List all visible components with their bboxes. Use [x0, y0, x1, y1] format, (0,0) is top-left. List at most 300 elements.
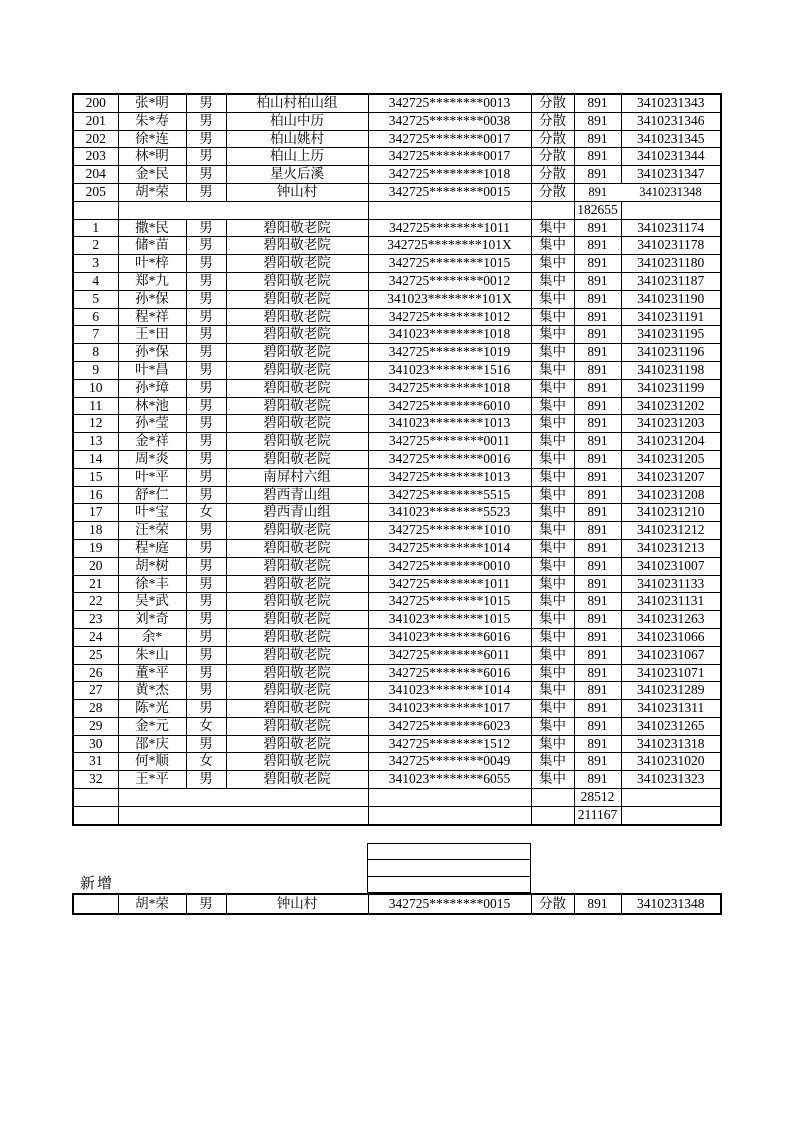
cell-name: 孙*保	[118, 344, 186, 362]
cell-id: 342725********0010	[368, 557, 531, 575]
cell-type: 集中	[531, 308, 574, 326]
cell-gender: 男	[186, 290, 226, 308]
cell-id: 341023********5523	[368, 504, 531, 522]
cell-type: 集中	[531, 290, 574, 308]
cell-index: 5	[73, 290, 118, 308]
table-row	[73, 255, 721, 273]
cell-gender: 男	[186, 682, 226, 700]
cell-type: 集中	[531, 379, 574, 397]
cell-address: 碧阳敬老院	[226, 575, 368, 593]
cell-amount: 891	[574, 522, 621, 540]
cell-name: 邵*庆	[118, 735, 186, 753]
table-row	[73, 593, 721, 611]
cell-gender: 男	[186, 415, 226, 433]
cell-type: 集中	[531, 611, 574, 629]
cell-gender: 男	[186, 166, 226, 184]
cell-id: 342725********6011	[368, 646, 531, 664]
table-row	[73, 611, 721, 629]
cell-address: 碧阳敬老院	[226, 255, 368, 273]
cell-account: 3410231071	[621, 664, 721, 682]
cell-address: 碧阳敬老院	[226, 450, 368, 468]
table-row	[73, 94, 721, 112]
cell-gender: 男	[186, 361, 226, 379]
cell-name: 舒*仁	[118, 486, 186, 504]
cell-address: 碧西青山组	[226, 504, 368, 522]
cell-gender: 男	[186, 771, 226, 789]
table-row	[73, 468, 721, 486]
cell-id: 342725********6010	[368, 397, 531, 415]
cell-account: 3410231131	[621, 593, 721, 611]
cell-amount: 891	[574, 717, 621, 735]
cell-type: 分散	[531, 183, 574, 201]
cell-name: 胡*荣	[118, 183, 186, 201]
cell-amount: 891	[574, 415, 621, 433]
cell-index: 18	[73, 522, 118, 540]
cell-merged-empty	[118, 806, 368, 824]
cell-index: 26	[73, 664, 118, 682]
cell-gender: 男	[186, 112, 226, 130]
cell-gender: 男	[186, 700, 226, 718]
cell-gender: 男	[186, 664, 226, 682]
appendix-row	[73, 894, 721, 914]
cell-gender: 男	[186, 237, 226, 255]
cell-id: 341023********6055	[368, 771, 531, 789]
cell-name: 刘*奇	[118, 611, 186, 629]
cell-id: 342725********1015	[368, 255, 531, 273]
table-row	[73, 575, 721, 593]
cell-type: 集中	[531, 433, 574, 451]
cell-address: 柏山村柏山组	[226, 94, 368, 112]
cell-gender: 男	[186, 94, 226, 112]
cell-type: 集中	[531, 486, 574, 504]
table-row	[73, 450, 721, 468]
cell-amount: 891	[574, 682, 621, 700]
scattered-subtotal-value: 182655	[574, 201, 621, 219]
table-row	[73, 361, 721, 379]
table-row	[73, 290, 721, 308]
cell-type: 集中	[531, 255, 574, 273]
cell-amount: 891	[574, 219, 621, 237]
cell-amount: 891	[574, 486, 621, 504]
centralized-subtotal-value: 28512	[574, 789, 621, 807]
cell-index: 11	[73, 397, 118, 415]
grand-total-value: 211167	[574, 806, 621, 824]
cell-amount: 891	[574, 255, 621, 273]
cell-account: 3410231323	[621, 771, 721, 789]
cell-account: 3410231191	[621, 308, 721, 326]
cell-account: 3410231208	[621, 486, 721, 504]
cell-address: 碧阳敬老院	[226, 290, 368, 308]
table-row	[73, 272, 721, 290]
cell-id: 342725********1014	[368, 539, 531, 557]
cell-account: 3410231347	[621, 166, 721, 184]
cell-index: 12	[73, 415, 118, 433]
cell-name: 胡*树	[118, 557, 186, 575]
cell-name: 朱*山	[118, 646, 186, 664]
cell-address: 碧阳敬老院	[226, 628, 368, 646]
cell-index: 4	[73, 272, 118, 290]
cell-amount: 891	[574, 237, 621, 255]
cell-type: 集中	[531, 397, 574, 415]
cell-type-empty	[531, 806, 574, 824]
cell-amount: 891	[574, 664, 621, 682]
cell-index-empty	[73, 806, 118, 824]
table-row	[73, 130, 721, 148]
cell-gender: 男	[186, 628, 226, 646]
cell-name: 黄*杰	[118, 682, 186, 700]
cell-type: 分散	[531, 112, 574, 130]
cell-type: 集中	[531, 522, 574, 540]
cell-gender: 男	[186, 646, 226, 664]
cell-account-empty	[621, 806, 721, 824]
cell-index: 32	[73, 771, 118, 789]
cell-id: 342725********5515	[368, 486, 531, 504]
cell-id: 342725********1018	[368, 166, 531, 184]
cell-name: 孙*璋	[118, 379, 186, 397]
cell-index: 29	[73, 717, 118, 735]
cell-address: 碧阳敬老院	[226, 237, 368, 255]
cell-name: 吴*武	[118, 593, 186, 611]
cell-index: 203	[73, 148, 118, 166]
cell-id: 341023********1017	[368, 700, 531, 718]
cell-index: 204	[73, 166, 118, 184]
cell-index: 6	[73, 308, 118, 326]
cell-index: 22	[73, 593, 118, 611]
cell-account: 3410231198	[621, 361, 721, 379]
cell-account: 3410231348	[621, 183, 721, 201]
cell-id: 341023********1018	[368, 326, 531, 344]
table-row	[73, 183, 721, 201]
cell-gender: 男	[186, 183, 226, 201]
cell-amount: 891	[574, 166, 621, 184]
cell-amount: 891	[574, 611, 621, 629]
cell-name: 程*祥	[118, 308, 186, 326]
cell-name: 徐*丰	[118, 575, 186, 593]
empty-cell	[368, 877, 530, 893]
cell-account: 3410231180	[621, 255, 721, 273]
cell-account: 3410231202	[621, 397, 721, 415]
scattered-subtotal-row	[73, 201, 721, 219]
cell-id: 342725********1011	[368, 575, 531, 593]
cell-type: 集中	[531, 753, 574, 771]
cell-id: 341023********101X	[368, 290, 531, 308]
table-row	[73, 397, 721, 415]
table-row	[73, 379, 721, 397]
cell-account: 3410231210	[621, 504, 721, 522]
cell-amount: 891	[574, 272, 621, 290]
cell-type: 集中	[531, 468, 574, 486]
empty-cell	[368, 844, 530, 860]
cell-name: 撒*民	[118, 219, 186, 237]
cell-index: 24	[73, 628, 118, 646]
cell-amount: 891	[574, 700, 621, 718]
cell-id-empty	[368, 201, 531, 219]
cell-account: 3410231212	[621, 522, 721, 540]
cell-type: 集中	[531, 717, 574, 735]
cell-gender: 男	[186, 894, 226, 914]
cell-type: 集中	[531, 646, 574, 664]
cell-gender: 男	[186, 539, 226, 557]
cell-index: 200	[73, 94, 118, 112]
cell-id: 342725********1015	[368, 593, 531, 611]
cell-account: 3410231007	[621, 557, 721, 575]
cell-type: 集中	[531, 682, 574, 700]
cell-type: 集中	[531, 700, 574, 718]
cell-gender: 男	[186, 575, 226, 593]
cell-type: 集中	[531, 735, 574, 753]
cell-type: 集中	[531, 575, 574, 593]
cell-gender: 男	[186, 272, 226, 290]
cell-gender: 男	[186, 433, 226, 451]
cell-amount: 891	[574, 183, 621, 201]
cell-amount: 891	[574, 894, 621, 914]
cell-name: 董*平	[118, 664, 186, 682]
cell-id: 342725********0013	[368, 94, 531, 112]
cell-gender: 男	[186, 344, 226, 362]
table-row	[73, 753, 721, 771]
centralized-section-rows	[73, 219, 721, 789]
cell-index: 202	[73, 130, 118, 148]
table-row	[73, 682, 721, 700]
cell-account: 3410231066	[621, 628, 721, 646]
appendix-row-table	[72, 893, 722, 915]
table-row	[73, 166, 721, 184]
cell-account: 3410231196	[621, 344, 721, 362]
cell-gender: 女	[186, 753, 226, 771]
cell-index: 30	[73, 735, 118, 753]
cell-id-empty	[368, 806, 531, 824]
cell-gender: 男	[186, 397, 226, 415]
table-row	[73, 415, 721, 433]
cell-index: 205	[73, 183, 118, 201]
cell-id: 342725********0017	[368, 148, 531, 166]
cell-account: 3410231207	[621, 468, 721, 486]
cell-account: 3410231205	[621, 450, 721, 468]
cell-name: 金*元	[118, 717, 186, 735]
cell-address: 碧阳敬老院	[226, 308, 368, 326]
cell-index: 14	[73, 450, 118, 468]
table-row	[73, 539, 721, 557]
cell-account: 3410231345	[621, 130, 721, 148]
cell-amount: 891	[574, 308, 621, 326]
cell-name: 叶*平	[118, 468, 186, 486]
cell-id: 341023********1516	[368, 361, 531, 379]
cell-id: 342725********0011	[368, 433, 531, 451]
cell-amount: 891	[574, 130, 621, 148]
cell-id: 342725********0015	[368, 183, 531, 201]
cell-index: 23	[73, 611, 118, 629]
cell-name: 汪*荣	[118, 522, 186, 540]
cell-type: 分散	[531, 130, 574, 148]
cell-name: 王*平	[118, 771, 186, 789]
cell-type: 集中	[531, 219, 574, 237]
cell-type: 集中	[531, 344, 574, 362]
cell-address: 碧阳敬老院	[226, 664, 368, 682]
cell-id: 342725********1019	[368, 344, 531, 362]
cell-account: 3410231289	[621, 682, 721, 700]
cell-index: 21	[73, 575, 118, 593]
cell-address: 星火后溪	[226, 166, 368, 184]
cell-amount: 891	[574, 361, 621, 379]
cell-id: 342725********0016	[368, 450, 531, 468]
cell-address: 碧阳敬老院	[226, 397, 368, 415]
cell-address: 碧阳敬老院	[226, 682, 368, 700]
cell-amount: 891	[574, 753, 621, 771]
cell-address: 钟山村	[226, 894, 368, 914]
cell-name: 胡*荣	[118, 894, 186, 914]
cell-amount: 891	[574, 344, 621, 362]
cell-address: 碧阳敬老院	[226, 272, 368, 290]
centralized-subtotal-row	[73, 789, 721, 807]
cell-amount: 891	[574, 593, 621, 611]
cell-account: 3410231348	[621, 894, 721, 914]
cell-index: 1	[73, 219, 118, 237]
cell-account-empty	[621, 201, 721, 219]
cell-id: 342725********1011	[368, 219, 531, 237]
cell-account: 3410231343	[621, 94, 721, 112]
cell-gender: 男	[186, 219, 226, 237]
empty-cell	[368, 860, 530, 876]
cell-name: 孙*保	[118, 290, 186, 308]
cell-id: 341023********1014	[368, 682, 531, 700]
cell-name: 林*明	[118, 148, 186, 166]
cell-account: 3410231187	[621, 272, 721, 290]
cell-index: 13	[73, 433, 118, 451]
cell-amount: 891	[574, 148, 621, 166]
cell-account: 3410231344	[621, 148, 721, 166]
cell-type: 集中	[531, 539, 574, 557]
cell-amount: 891	[574, 468, 621, 486]
cell-account: 3410231199	[621, 379, 721, 397]
cell-address: 柏山姚村	[226, 130, 368, 148]
cell-type: 分散	[531, 894, 574, 914]
cell-amount: 891	[574, 450, 621, 468]
cell-name: 林*池	[118, 397, 186, 415]
cell-name: 余*	[118, 628, 186, 646]
empty-cell-stack	[367, 843, 531, 893]
scattered-subtotal-section	[73, 201, 721, 219]
cell-account: 3410231067	[621, 646, 721, 664]
cell-amount: 891	[574, 504, 621, 522]
cell-id: 341023********1015	[368, 611, 531, 629]
cell-amount: 891	[574, 646, 621, 664]
cell-name: 徐*连	[118, 130, 186, 148]
cell-index: 15	[73, 468, 118, 486]
cell-id: 342725********1012	[368, 308, 531, 326]
cell-name: 金*祥	[118, 433, 186, 451]
cell-name: 金*民	[118, 166, 186, 184]
cell-index: 3	[73, 255, 118, 273]
cell-id: 342725********1010	[368, 522, 531, 540]
table-row	[73, 771, 721, 789]
cell-type: 分散	[531, 166, 574, 184]
cell-index	[73, 894, 118, 914]
cell-name: 叶*宝	[118, 504, 186, 522]
cell-type: 集中	[531, 450, 574, 468]
cell-gender: 男	[186, 379, 226, 397]
cell-index: 16	[73, 486, 118, 504]
cell-gender: 男	[186, 148, 226, 166]
totals-section	[73, 789, 721, 825]
cell-gender: 男	[186, 593, 226, 611]
table-row	[73, 504, 721, 522]
table-row	[73, 646, 721, 664]
cell-id: 341023********6016	[368, 628, 531, 646]
cell-address: 碧阳敬老院	[226, 539, 368, 557]
grand-total-row	[73, 806, 721, 824]
cell-name: 张*明	[118, 94, 186, 112]
cell-account: 3410231311	[621, 700, 721, 718]
cell-gender: 男	[186, 735, 226, 753]
cell-index: 31	[73, 753, 118, 771]
appendix-label: 新增	[80, 876, 115, 892]
cell-address: 碧阳敬老院	[226, 700, 368, 718]
table-row	[73, 237, 721, 255]
cell-address: 碧阳敬老院	[226, 522, 368, 540]
scattered-section-rows	[73, 94, 721, 201]
table-row	[73, 628, 721, 646]
cell-type-empty	[531, 201, 574, 219]
cell-id: 342725********0012	[368, 272, 531, 290]
cell-gender: 男	[186, 450, 226, 468]
cell-name: 朱*寿	[118, 112, 186, 130]
cell-amount: 891	[574, 94, 621, 112]
cell-gender: 男	[186, 557, 226, 575]
cell-address: 柏山上历	[226, 148, 368, 166]
cell-gender: 男	[186, 468, 226, 486]
cell-gender: 男	[186, 326, 226, 344]
cell-index-empty	[73, 789, 118, 807]
cell-type: 集中	[531, 593, 574, 611]
cell-index: 2	[73, 237, 118, 255]
cell-type: 集中	[531, 628, 574, 646]
cell-name: 何*顺	[118, 753, 186, 771]
cell-index: 201	[73, 112, 118, 130]
cell-account-empty	[621, 789, 721, 807]
cell-name: 程*庭	[118, 539, 186, 557]
table-row	[73, 433, 721, 451]
cell-address: 碧阳敬老院	[226, 344, 368, 362]
cell-account: 3410231318	[621, 735, 721, 753]
cell-amount: 891	[574, 290, 621, 308]
cell-address: 碧阳敬老院	[226, 771, 368, 789]
cell-type: 集中	[531, 504, 574, 522]
cell-amount: 891	[574, 379, 621, 397]
cell-type: 集中	[531, 272, 574, 290]
benefit-roster-table	[72, 93, 722, 826]
cell-address: 钟山村	[226, 183, 368, 201]
cell-address: 碧阳敬老院	[226, 361, 368, 379]
cell-id: 342725********1018	[368, 379, 531, 397]
cell-amount: 891	[574, 771, 621, 789]
cell-address: 碧阳敬老院	[226, 219, 368, 237]
table-row	[73, 522, 721, 540]
cell-id: 342725********1013	[368, 468, 531, 486]
cell-amount: 891	[574, 735, 621, 753]
table-row	[73, 326, 721, 344]
cell-amount: 891	[574, 326, 621, 344]
cell-name: 叶*昌	[118, 361, 186, 379]
cell-address: 碧阳敬老院	[226, 593, 368, 611]
cell-merged-empty	[118, 201, 368, 219]
cell-address: 碧阳敬老院	[226, 753, 368, 771]
cell-account: 3410231190	[621, 290, 721, 308]
cell-type: 集中	[531, 771, 574, 789]
cell-address: 碧阳敬老院	[226, 646, 368, 664]
table-row	[73, 735, 721, 753]
cell-type: 集中	[531, 361, 574, 379]
cell-type: 分散	[531, 94, 574, 112]
